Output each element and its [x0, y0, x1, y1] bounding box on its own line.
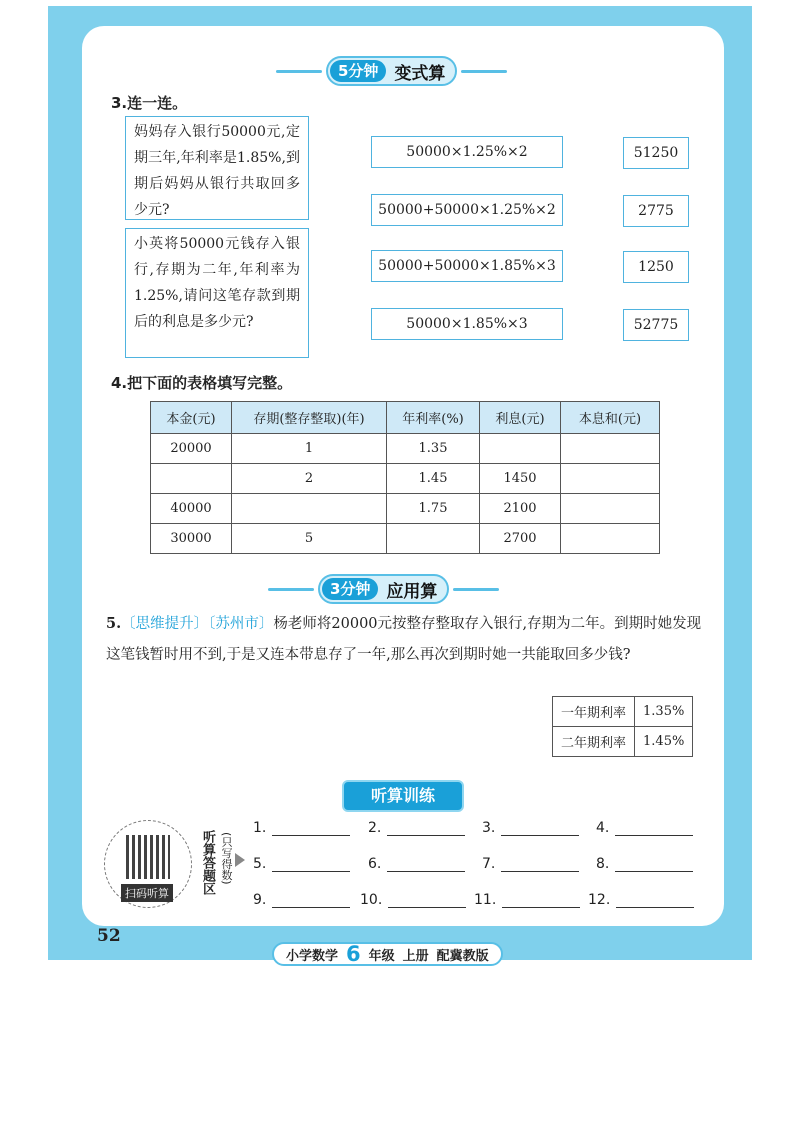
expression-box-2[interactable]: 50000+50000×1.25%×2 — [371, 194, 563, 226]
table-row — [151, 524, 660, 554]
table-cell-blank[interactable] — [387, 524, 480, 554]
rate-table — [552, 696, 693, 757]
answer-area-note: (只写得数) — [220, 832, 233, 885]
table-cell: 二年期利率 — [553, 727, 635, 757]
table-cell: 1.35 — [387, 434, 480, 464]
tag-thinking: 〔思维提升〕 — [121, 616, 209, 632]
table-cell: 一年期利率 — [553, 697, 635, 727]
table-cell-blank[interactable] — [151, 464, 232, 494]
column-header: 利息(元) — [480, 402, 561, 434]
answer-blank[interactable] — [596, 819, 693, 836]
answer-blank[interactable] — [596, 855, 693, 872]
blank-number: 11. — [474, 892, 497, 908]
blank-number: 8. — [596, 856, 610, 872]
answer-blank[interactable] — [482, 819, 579, 836]
blank-number: 1. — [253, 820, 267, 836]
table-row — [553, 727, 693, 757]
blank-number: 5. — [253, 856, 267, 872]
footer-grade: 6 — [346, 942, 361, 966]
answer-blank[interactable] — [474, 891, 580, 908]
header-line — [276, 70, 322, 73]
table-cell: 1.35% — [635, 697, 693, 727]
table-cell: 1450 — [480, 464, 561, 494]
header-time-badge: 5分钟 — [330, 60, 386, 82]
answer-blank[interactable] — [360, 891, 466, 908]
footer-banner — [272, 942, 503, 966]
footer-volume: 上册 — [402, 948, 429, 964]
table-cell: 40000 — [151, 494, 232, 524]
table-row — [151, 464, 660, 494]
table-cell-blank[interactable] — [561, 494, 660, 524]
blank-number: 4. — [596, 820, 610, 836]
column-header: 本息和(元) — [561, 402, 660, 434]
answer-blank[interactable] — [368, 855, 465, 872]
section-header-application — [268, 574, 499, 604]
answer-box-2[interactable]: 2775 — [623, 195, 689, 227]
blank-number: 2. — [368, 820, 382, 836]
blank-number: 6. — [368, 856, 382, 872]
question-4-label: 4.把下面的表格填写完整。 — [111, 374, 293, 392]
story-box-2[interactable]: 小英将50000元钱存入银行,存期为二年,年利率为1.25%,请问这笔存款到期后的利息是多少元? — [125, 228, 309, 358]
header-pill — [326, 56, 457, 86]
table-cell: 1.45 — [387, 464, 480, 494]
header-line — [268, 588, 314, 591]
answer-box-4[interactable]: 52775 — [623, 309, 689, 341]
column-header: 年利率(%) — [387, 402, 480, 434]
page-number: 52 — [97, 926, 121, 946]
answer-blank[interactable] — [253, 855, 350, 872]
answer-box-1[interactable]: 51250 — [623, 137, 689, 169]
table-cell: 2700 — [480, 524, 561, 554]
header-time-badge: 3分钟 — [322, 578, 378, 600]
footer-edition: 配冀教版 — [436, 948, 489, 964]
table-cell-blank[interactable] — [561, 434, 660, 464]
question-5-text: 杨老师将20000元按整存整取存入银行,存期为二年。到期时她发现这笔钱暂时用不到,于是又连本带息存了一年,那么再次到期时她一共能取回多少钱? — [106, 616, 702, 663]
table-cell: 1.45% — [635, 727, 693, 757]
story-box-1[interactable]: 妈妈存入银行50000元,定期三年,年利率是1.85%,到期后妈妈从银行共取回多少元? — [125, 116, 309, 220]
table-cell-blank[interactable] — [561, 524, 660, 554]
answer-blank[interactable] — [253, 819, 350, 836]
table-cell: 2 — [232, 464, 387, 494]
question-3-label: 3.连一连。 — [111, 94, 188, 112]
blank-number: 9. — [253, 892, 267, 908]
table-cell: 2100 — [480, 494, 561, 524]
expression-box-1[interactable]: 50000×1.25%×2 — [371, 136, 563, 168]
header-title: 变式算 — [394, 63, 446, 84]
blank-number: 10. — [360, 892, 383, 908]
table-cell-blank[interactable] — [480, 434, 561, 464]
play-arrow-icon — [235, 853, 245, 867]
question-5 — [106, 608, 706, 671]
table-cell-blank[interactable] — [232, 494, 387, 524]
answer-box-3[interactable]: 1250 — [623, 251, 689, 283]
table-cell: 30000 — [151, 524, 232, 554]
expression-box-4[interactable]: 50000×1.85%×3 — [371, 308, 563, 340]
table-row — [151, 434, 660, 464]
table-header-row — [151, 402, 660, 434]
table-cell: 1 — [232, 434, 387, 464]
header-pill — [318, 574, 449, 604]
blank-number: 12. — [588, 892, 611, 908]
table-cell: 20000 — [151, 434, 232, 464]
qr-code-icon[interactable] — [126, 835, 170, 879]
header-line — [461, 70, 507, 73]
tag-region: 〔苏州市〕 — [208, 616, 274, 632]
expression-box-3[interactable]: 50000+50000×1.85%×3 — [371, 250, 563, 282]
answer-area-label: 听算答题区 — [200, 830, 215, 895]
qr-label: 扫码听算 — [121, 884, 173, 902]
answer-blank[interactable] — [253, 891, 350, 908]
table-cell: 5 — [232, 524, 387, 554]
deposit-table — [150, 401, 660, 554]
question-5-number: 5. — [106, 615, 122, 632]
blank-number: 7. — [482, 856, 496, 872]
header-title: 应用算 — [386, 581, 438, 602]
table-row — [151, 494, 660, 524]
answer-blank[interactable] — [368, 819, 465, 836]
table-cell-blank[interactable] — [561, 464, 660, 494]
column-header: 本金(元) — [151, 402, 232, 434]
listening-title: 听算训练 — [342, 780, 464, 812]
answer-blank[interactable] — [482, 855, 579, 872]
header-line — [453, 588, 499, 591]
column-header: 存期(整存整取)(年) — [232, 402, 387, 434]
blank-number: 3. — [482, 820, 496, 836]
table-cell: 1.75 — [387, 494, 480, 524]
section-header-variation — [276, 56, 507, 86]
footer-grade-suffix: 年级 — [368, 948, 395, 964]
footer-subject: 小学数学 — [286, 948, 339, 964]
answer-blank[interactable] — [588, 891, 694, 908]
table-row — [553, 697, 693, 727]
